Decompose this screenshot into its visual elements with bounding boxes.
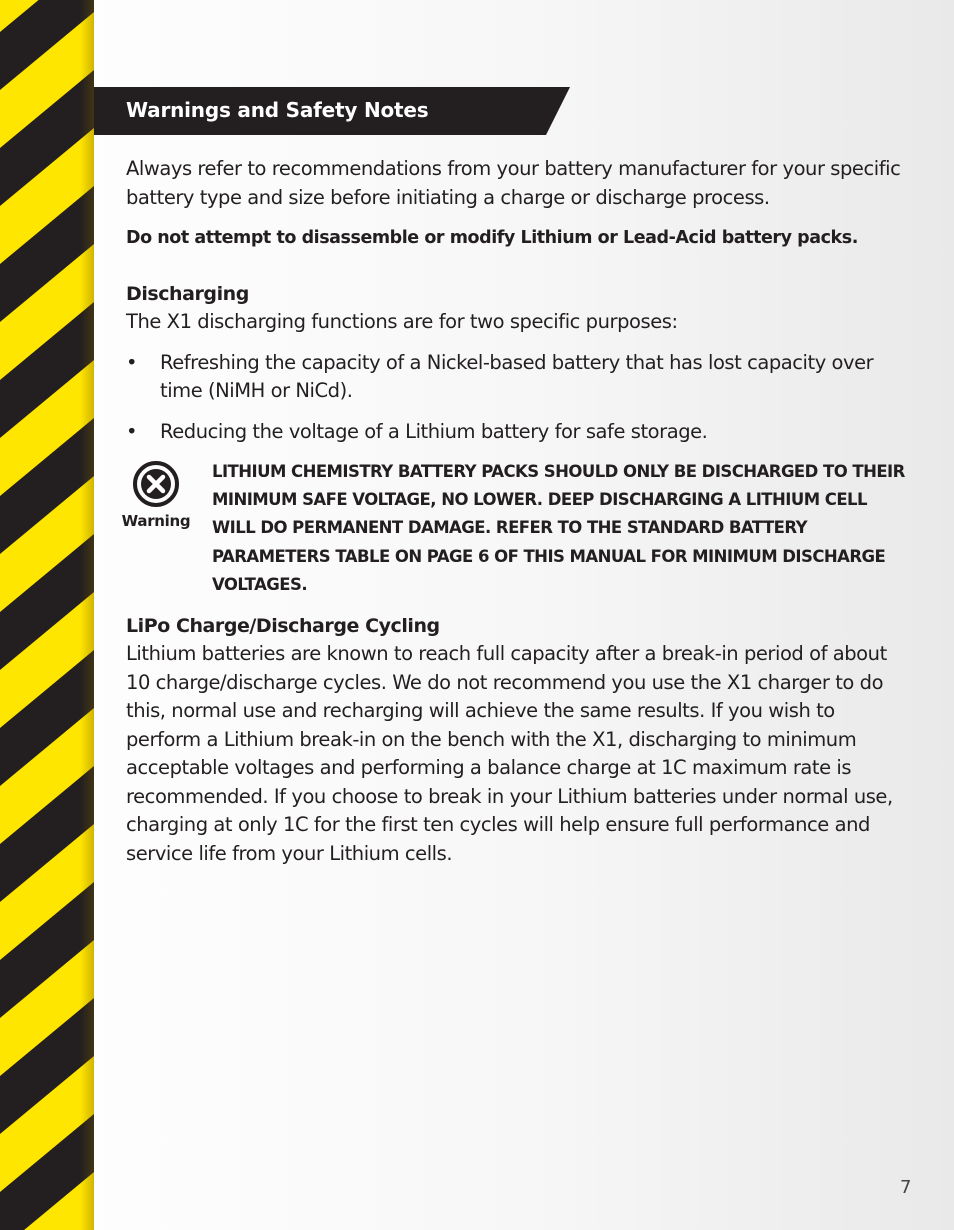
list-item: [126, 349, 906, 406]
lipo-text: Lithium batteries are known to reach full capacity after a break-in period of about 10 charge/discharge cycles. We do not recommend you use the X1 charger to do this, normal use and recharging will achieve the same results. If you wish to perform a Lithium break-in on the bench with the X1, discharging to minimum acceptable voltages and performing a balance charge at 1C maximum rate is recommended. If you choose to break in your Lithium batteries under normal use, charging at only 1C for the first ten cycles will help ensure full performance and service life from your Lithium cells.: [126, 642, 893, 865]
warning-callout: [121, 458, 906, 598]
disassemble-note: Do not attempt to disassemble or modify Lithium or Lead-Acid battery packs.: [126, 228, 858, 248]
lipo-heading: LiPo Charge/Discharge Cycling: [126, 615, 440, 637]
bullet-text: Refreshing the capacity of a Nickel-based battery that has lost capacity over time (NiMH or NiCd).: [160, 350, 874, 402]
discharging-text: The X1 discharging functions are for two specific purposes:: [126, 310, 678, 333]
hazard-stripe-band: [0, 0, 94, 1230]
section-title: Warnings and Safety Notes: [126, 98, 429, 122]
bullet-icon: •: [126, 419, 138, 443]
warning-icon-label: Warning: [121, 512, 191, 530]
page-number: 7: [900, 1177, 912, 1198]
x-circle-icon: [132, 460, 180, 508]
discharging-heading: Discharging: [126, 283, 249, 305]
bullet-text: Reducing the voltage of a Lithium battery for safe storage.: [160, 419, 708, 443]
warning-text: LITHIUM CHEMISTRY BATTERY PACKS SHOULD ONLY BE DISCHARGED TO THEIR MINIMUM SAFE VOLTAGE, NO LOWER. DEEP DISCHARGING A LITHIUM CELL WILL DO PERMANENT DAMAGE. REFER TO THE STANDARD BATTERY PARAMETERS TABLE ON PAGE 6 OF THIS MANUAL FOR MINIMUM DISCHARGE VOLTAGES.: [212, 462, 905, 594]
main-content: [121, 155, 906, 868]
lipo-section: [126, 612, 906, 868]
bullet-icon: •: [126, 350, 138, 374]
stripe-shade: [80, 0, 94, 1230]
discharging-bullet-list: [126, 349, 906, 447]
warning-icon-group: [120, 460, 192, 530]
discharging-section: [126, 280, 906, 446]
section-header: [94, 87, 570, 135]
list-item: [126, 418, 906, 447]
intro-paragraph: Always refer to recommendations from your battery manufacturer for your specific battery type and size before initiating a charge or discharge process.: [126, 157, 901, 209]
